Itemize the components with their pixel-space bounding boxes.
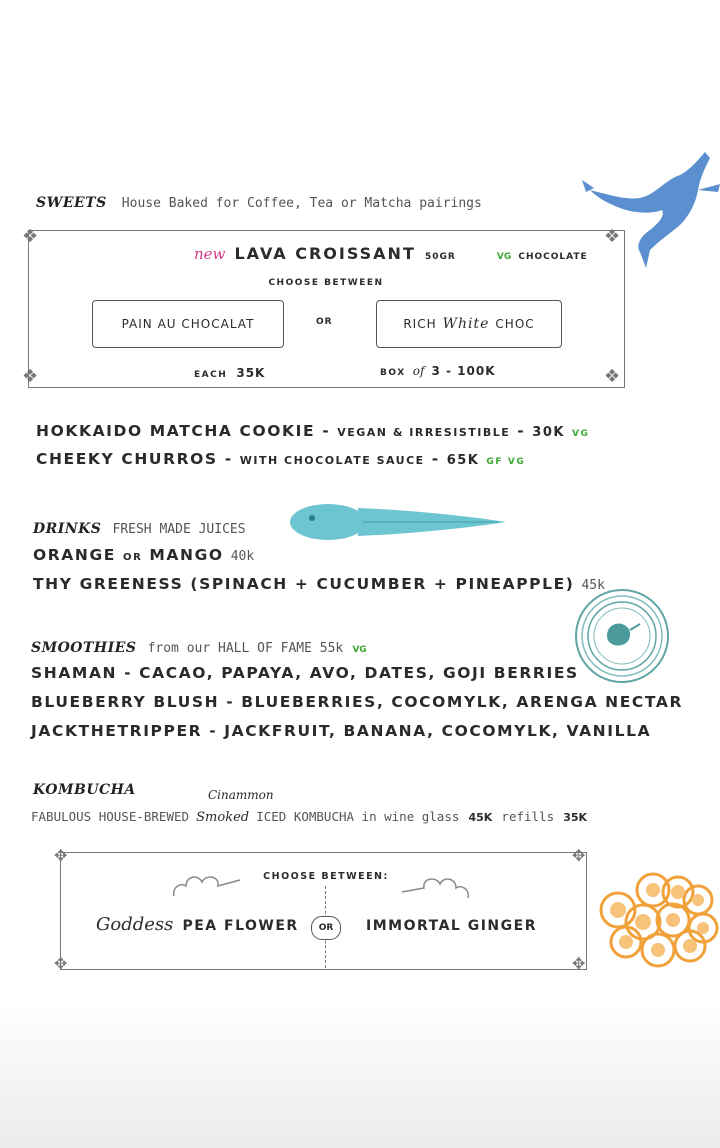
teapot-plate-icon	[574, 588, 670, 684]
kombucha-option-ginger: IMMORTAL GINGER	[366, 918, 537, 934]
box-of: of	[412, 364, 425, 378]
lava-croissant-weight: 50GR	[424, 252, 456, 262]
drinks-subtitle: FRESH MADE JUICES	[112, 522, 246, 537]
kombucha-price: 45K	[468, 811, 493, 824]
frame-corner-ornament-icon: ❖	[22, 366, 39, 387]
smoothie-item: SHAMAN - CACAO, PAPAYA, AVO, DATES, GOJI BERRIES	[31, 664, 579, 682]
kombucha-refills-price: 35K	[563, 811, 588, 824]
option-pain-label: PAIN AU CHOCALAT	[121, 317, 255, 331]
smoothies-title: SMOOTHIES	[31, 640, 137, 656]
drink-mango: MANGO	[149, 546, 224, 564]
each-label: EACH	[194, 370, 228, 380]
sweet-item-price: 65K	[446, 453, 480, 468]
sweets-title: SWEETS	[36, 195, 107, 211]
option-pea-flower-label: PEA FLOWER	[182, 918, 299, 934]
kombucha-frame	[60, 852, 587, 970]
sweet-item-name: HOKKAIDO MATCHA COOKIE	[36, 422, 316, 440]
smoothies-subtitle: from our HALL OF FAME 55k	[147, 641, 344, 656]
frame-corner-ornament-icon: ❖	[22, 226, 39, 247]
lava-vg-tag: VG	[496, 252, 512, 262]
sweet-item-desc: VEGAN & IRRESISTIBLE	[337, 426, 511, 439]
kombucha-or-label: OR	[318, 923, 334, 933]
option-rich-white-choc	[376, 300, 562, 348]
option-white-script: White	[442, 316, 490, 332]
kombucha-option-pea-flower	[96, 914, 299, 935]
lava-flavour-tag: CHOCOLATE	[518, 252, 588, 262]
frame-corner-ornament-icon: ✥	[54, 954, 68, 973]
kombucha-refills-label: refills	[501, 809, 555, 824]
lava-croissant-title-row	[194, 244, 588, 263]
option-rich-label: RICH	[403, 317, 437, 331]
kombucha-choose-label: CHOOSE BETWEEN:	[263, 871, 389, 882]
option-goddess-script: Goddess	[96, 914, 174, 935]
drink-price: 45k	[581, 578, 605, 593]
smoothie-item: BLUEBERRY BLUSH - BLUEBERRIES, COCOMYLK, ARENGA NECTAR	[31, 693, 683, 711]
sweet-item-desc: WITH CHOCOLATE SAUCE	[239, 454, 425, 467]
each-price: 35K	[236, 366, 266, 380]
orange-slices-illustration-icon	[598, 870, 720, 970]
drinks-title: DRINKS	[33, 521, 102, 537]
frame-corner-ornament-icon: ❖	[604, 366, 621, 387]
sweet-item-churros: CHEEKY CHURROS - WITH CHOCOLATE SAUCE - 65K GF VG	[36, 450, 526, 468]
sweet-item-hokkaido: HOKKAIDO MATCHA COOKIE - VEGAN & IRRESISTIBLE - 30K VG	[36, 422, 590, 440]
lava-choose-label: CHOOSE BETWEEN	[268, 278, 384, 288]
sweet-item-price: 30K	[532, 425, 565, 440]
kombucha-desc-row	[31, 806, 587, 825]
drink-or: OR	[123, 552, 143, 563]
frame-corner-ornament-icon: ❖	[604, 226, 621, 247]
sweet-item-name: CHEEKY CHURROS	[36, 450, 218, 468]
kombucha-cinammon: Cinammon	[208, 788, 274, 802]
kombucha-desc-pre: FABULOUS HOUSE-BREWED	[31, 809, 190, 824]
each-price-row	[194, 362, 265, 381]
kombucha-desc-post: ICED KOMBUCHA in wine glass	[256, 809, 460, 824]
smoothies-vg-tag: VG	[352, 645, 367, 655]
kombucha-smoked: Smoked	[196, 810, 250, 825]
sweet-item-tags: GF VG	[486, 457, 526, 467]
frame-corner-ornament-icon: ✥	[572, 846, 586, 865]
frame-corner-ornament-icon: ✥	[572, 954, 586, 973]
drink-item-orange-mango	[33, 546, 254, 564]
new-tag: new	[194, 245, 226, 263]
drink-greeness: THY GREENESS (SPINACH + CUCUMBER + PINEAPPLE)	[33, 575, 575, 593]
drinks-header	[33, 518, 246, 537]
lava-or-label: OR	[316, 317, 333, 327]
option-pain-au-chocalat	[92, 300, 284, 348]
sweets-header	[36, 192, 482, 211]
option-choc-label: CHOC	[495, 317, 535, 331]
box-label: BOX	[380, 368, 406, 378]
drink-orange: ORANGE	[33, 546, 116, 564]
smoothies-header	[31, 637, 367, 656]
tadpole-illustration-icon	[288, 500, 508, 544]
drink-price: 40k	[230, 549, 255, 564]
smoothie-item: JACKTHETRIPPER - JACKFRUIT, BANANA, COCOMYLK, VANILLA	[31, 722, 652, 740]
kombucha-title: KOMBUCHA	[33, 782, 136, 798]
frame-corner-ornament-icon: ✥	[54, 846, 68, 865]
lava-croissant-name: LAVA CROISSANT	[234, 244, 416, 263]
sweets-subtitle: House Baked for Coffee, Tea or Matcha pairings	[121, 196, 482, 211]
box-price: 3 - 100K	[431, 364, 496, 378]
box-price-row	[380, 360, 496, 379]
kombucha-or-badge	[311, 916, 341, 940]
sweet-item-tags: VG	[571, 429, 590, 439]
drink-item-greeness	[33, 575, 605, 593]
